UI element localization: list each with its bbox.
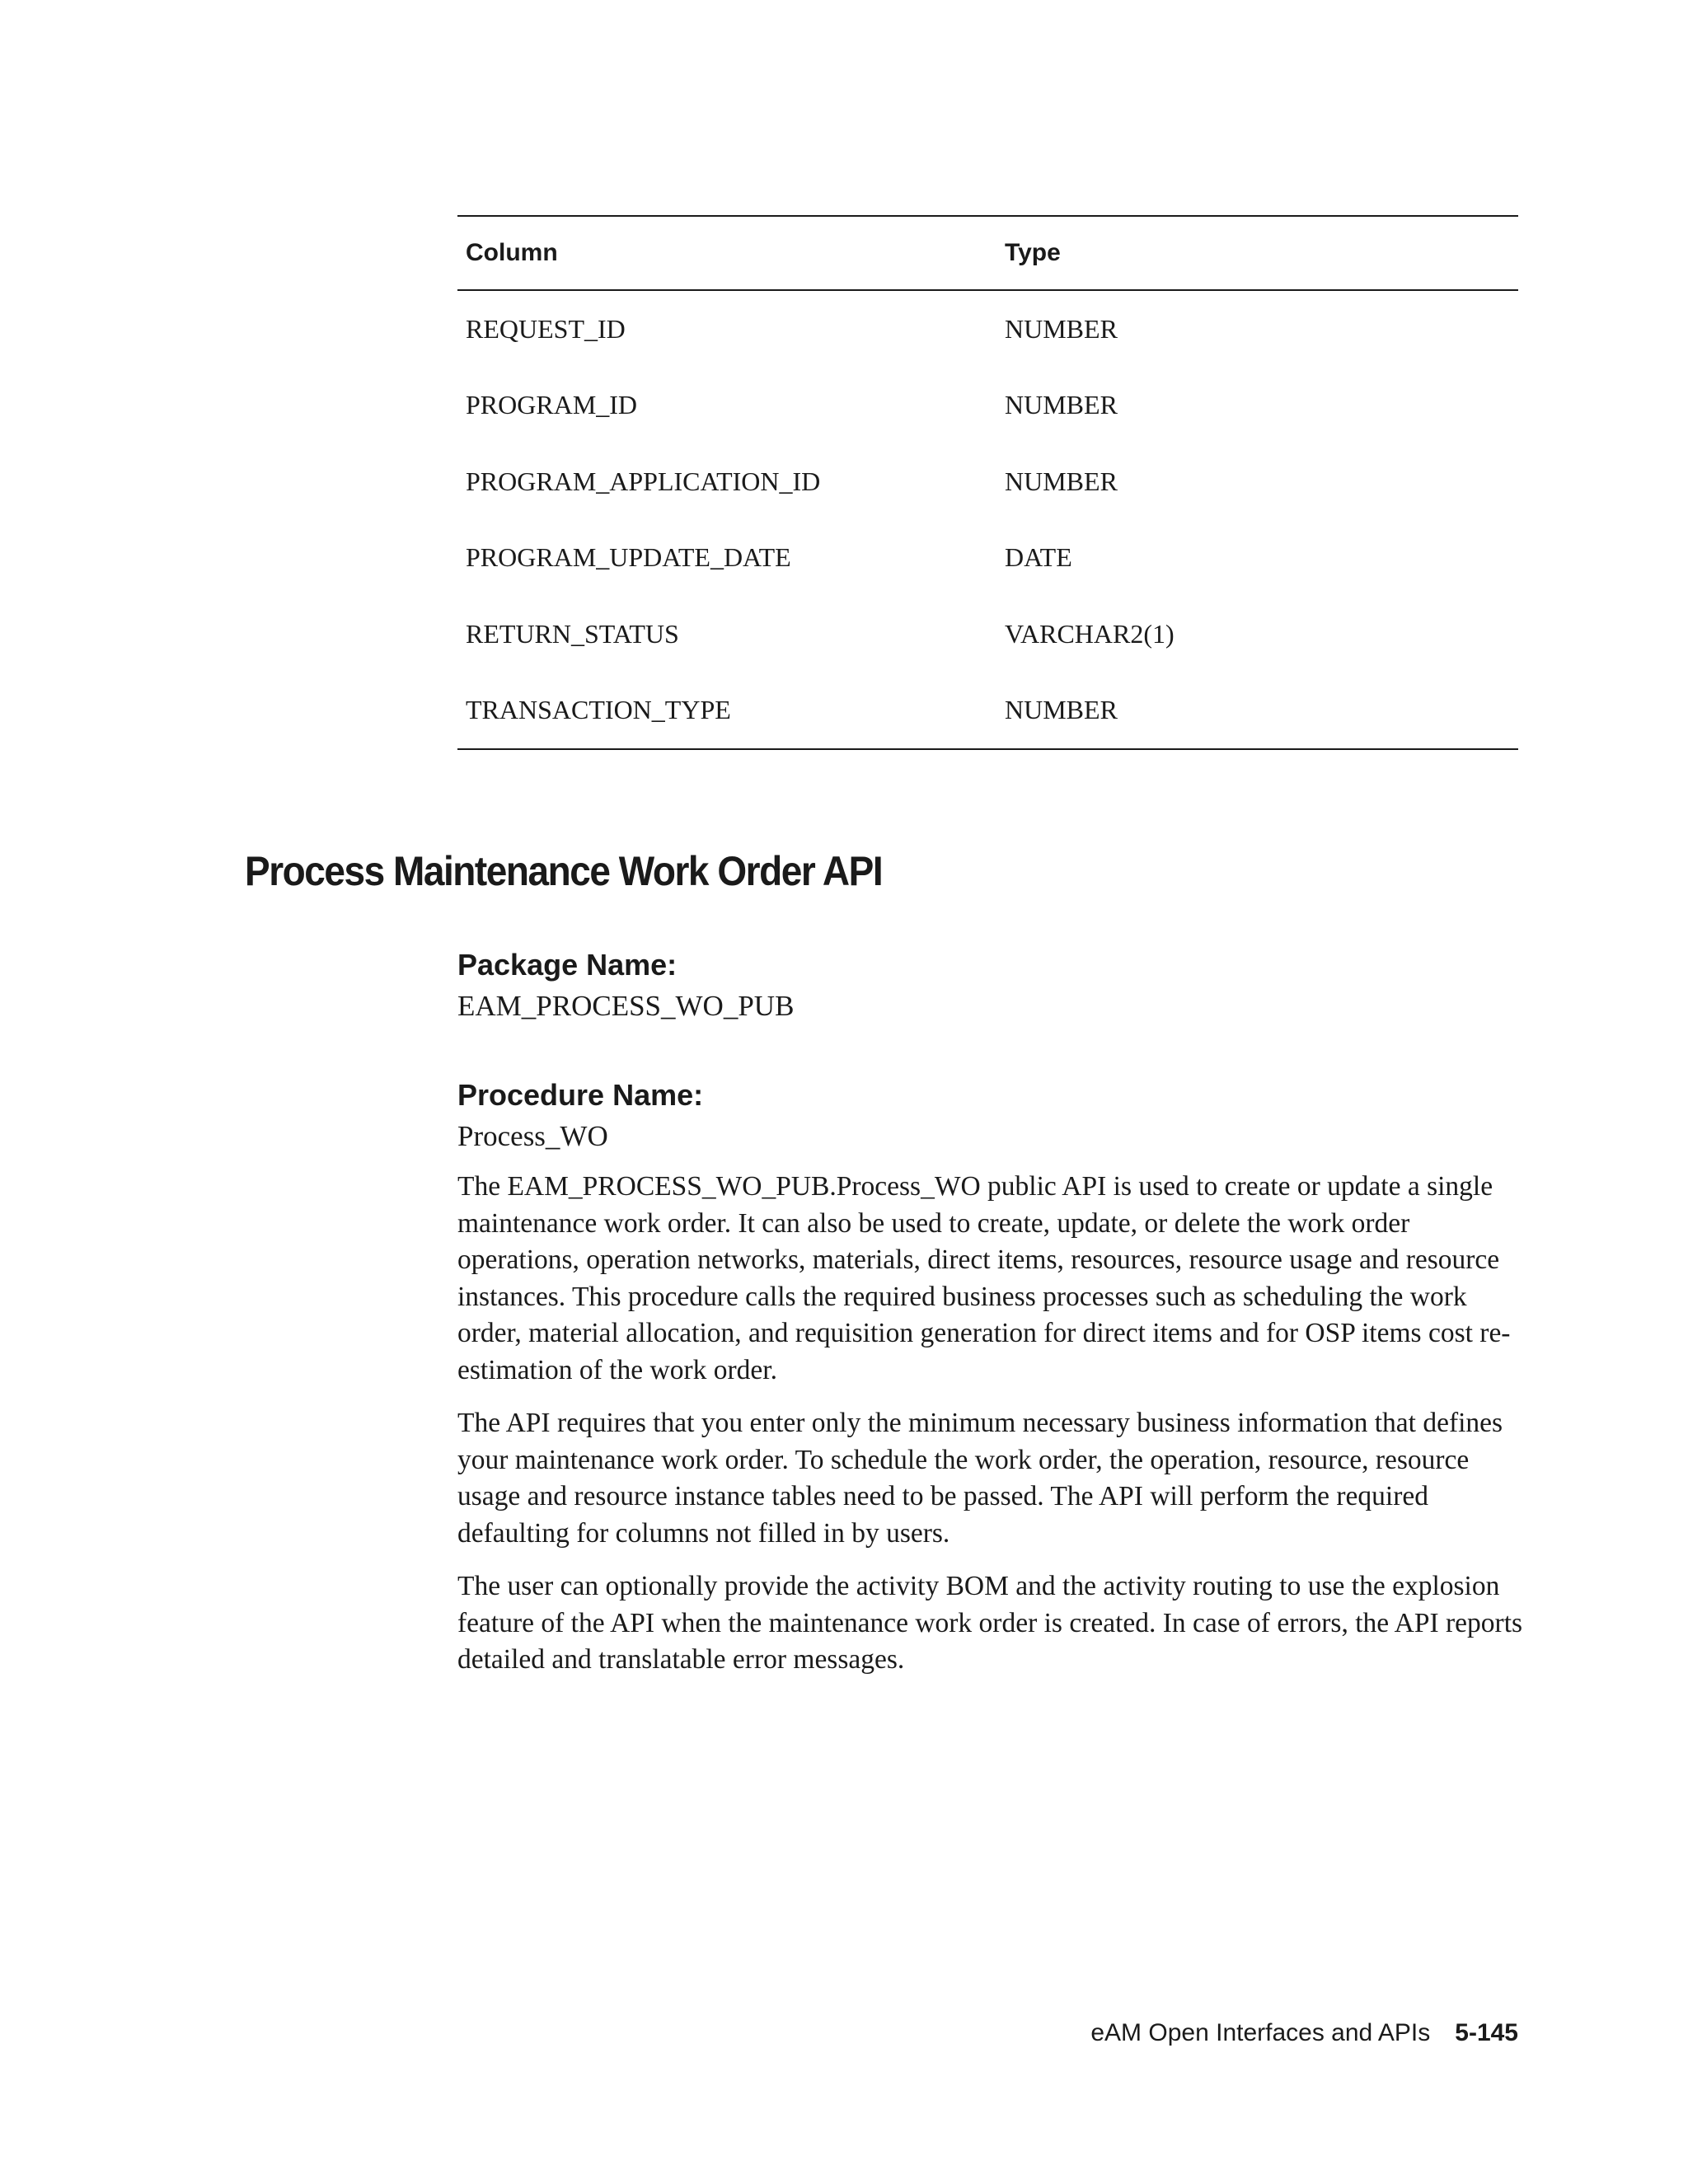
column-name-cell: TRANSACTION_TYPE — [466, 695, 731, 725]
table-header-row — [457, 216, 1518, 290]
column-type-cell: NUMBER — [1005, 390, 1118, 420]
column-type-cell: NUMBER — [1005, 695, 1118, 725]
section-title: Process Maintenance Work Order API — [245, 848, 883, 894]
table-row — [457, 368, 1518, 444]
column-header-column: Column — [457, 216, 996, 290]
table-row — [457, 290, 1518, 368]
table-row — [457, 673, 1518, 750]
column-type-cell: NUMBER — [1005, 466, 1118, 496]
description-paragraph: The EAM_PROCESS_WO_PUB.Process_WO public API is used to create or update a single maintenance work order. It can also be used to create, update, or delete the work order operations, operation networks, materials, direct items, resources, resource usage and resource instances. This procedure calls the required business processes such as scheduling the work order, material allocation, and requisition generation for direct items and for OSP items cost re-estimation of the work order. — [457, 1171, 1511, 1385]
procedure-name-value: Process_WO — [457, 1120, 608, 1152]
description-paragraph: The API requires that you enter only the minimum necessary business information that defines your maintenance work order. To schedule the work order, the operation, resource, resource usage and resource instance tables need to be passed. The API will perform the required defaulting for columns not filled in by users. — [457, 1408, 1503, 1549]
column-name-cell: PROGRAM_APPLICATION_ID — [466, 466, 821, 496]
footer-title: eAM Open Interfaces and APIs — [1090, 2019, 1431, 2046]
table-row — [457, 520, 1518, 597]
column-header-type: Type — [996, 216, 1518, 290]
column-type-table — [457, 215, 1518, 750]
package-name-value: EAM_PROCESS_WO_PUB — [457, 990, 795, 1022]
table-row — [457, 596, 1518, 673]
table-row — [457, 443, 1518, 520]
column-name-cell: PROGRAM_ID — [466, 390, 638, 420]
column-type-cell: NUMBER — [1005, 313, 1118, 344]
column-name-cell: RETURN_STATUS — [466, 618, 679, 649]
description-paragraph: The user can optionally provide the activity BOM and the activity routing to use the explosion feature of the API when the maintenance work order is created. In case of errors, the API reports detailed and translatable error messages. — [457, 1571, 1523, 1675]
column-type-cell: DATE — [1005, 542, 1072, 573]
column-name-cell: REQUEST_ID — [466, 313, 626, 344]
procedure-name-heading: Procedure Name: — [457, 1078, 704, 1112]
column-type-cell: VARCHAR2(1) — [1005, 618, 1175, 649]
page-footer — [1090, 2019, 1518, 2047]
section-content — [457, 944, 1525, 1679]
package-name-heading: Package Name: — [457, 948, 678, 982]
column-name-cell: PROGRAM_UPDATE_DATE — [466, 542, 791, 573]
page-number: 5-145 — [1455, 2019, 1518, 2046]
